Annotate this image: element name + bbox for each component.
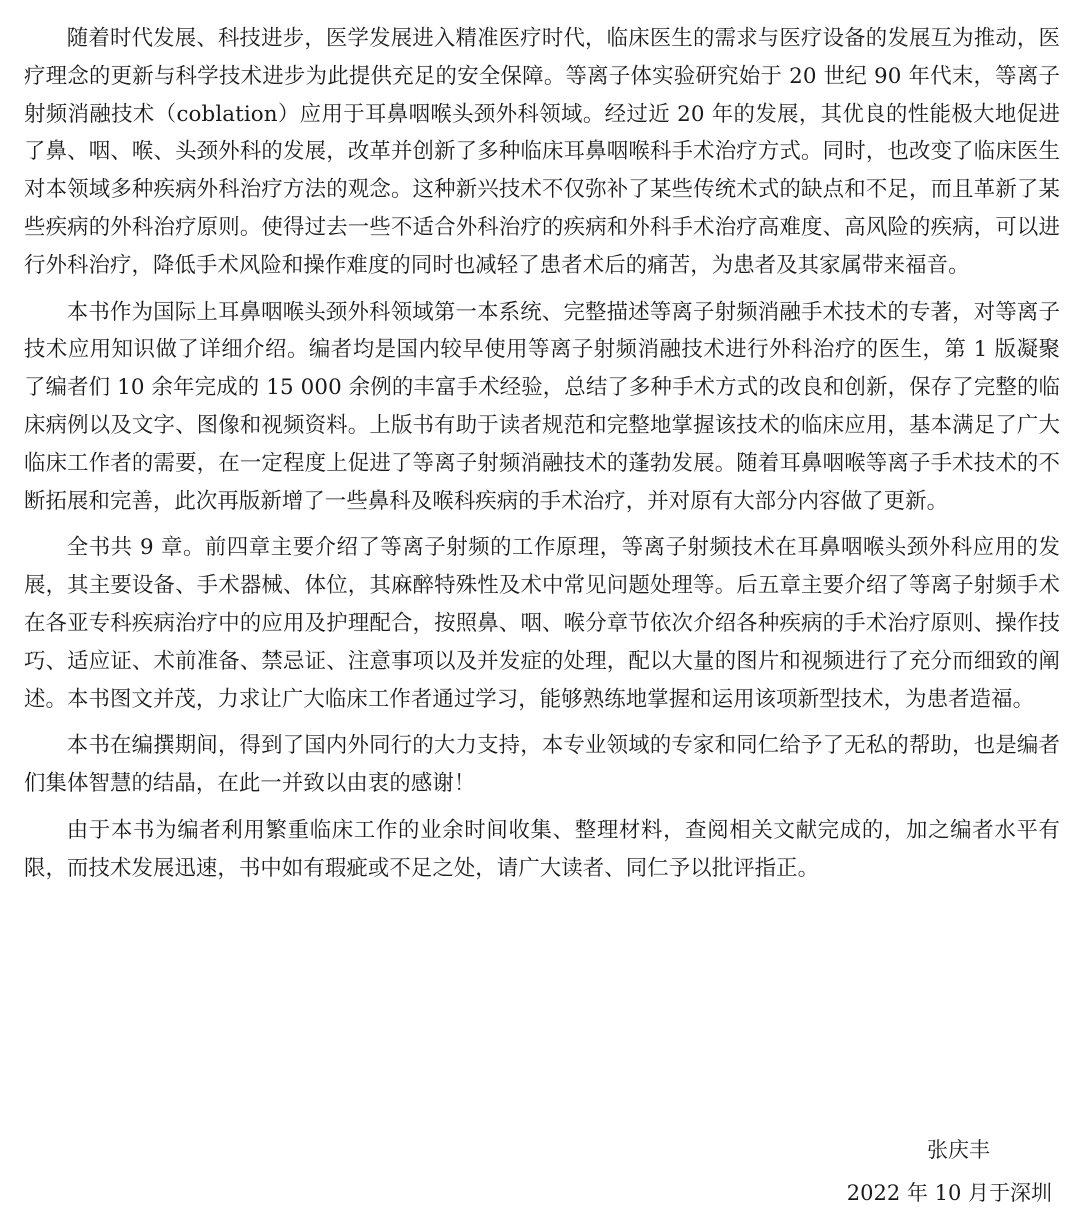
paragraph-1: 随着时代发展、科技进步，医学发展进入精准医疗时代，临床医生的需求与医疗设备的发展互为推动，医疗理念的更新与科学技术进步为此提供充足的安全保障。等离子体实验研究始于 20 世纪 90 年代末，等离子射频消融技术（coblation）应用于耳鼻咽喉头颈外科领域。经过近 20 年的发展，其优良的性能极大地促进了鼻、咽、喉、头颈外科的发展，改革并创新了多种临床耳鼻咽喉科手术治疗方式。同时，也改变了临床医生对本领域多种疾病外科治疗方法的观念。这种新兴技术不仅弥补了某些传统术式的缺点和不足，而且革新了某些疾病的外科治疗原则。使得过去一些不适合外科治疗的疾病和外科手术治疗高难度、高风险的疾病，可以进行外科治疗，降低手术风险和操作难度的同时也减轻了患者术后的痛苦，为患者及其家属带来福音。 [24,26,1060,278]
paragraph-2: 本书作为国际上耳鼻咽喉头颈外科领域第一本系统、完整描述等离子射频消融手术技术的专著，对等离子技术应用知识做了详细介绍。编者均是国内较早使用等离子射频消融技术进行外科治疗的医生，第 1 版凝聚了编者们 10 余年完成的 15 000 余例的丰富手术经验，总结了多种手术方式的改良和创新，保存了完整的临床病例以及文字、图像和视频资料。上版书有助于读者规范和完整地掌握该技术的临床应用，基本满足了广大临床工作者的需要，在一定程度上促进了等离子射频消融技术的蓬勃发展。随着耳鼻咽喉等离子手术技术的不断拓展和完善，此次再版新增了一些鼻科及喉科疾病的手术治疗，并对原有大部分内容做了更新。 [24,299,1060,514]
paragraph-3: 全书共 9 章。前四章主要介绍了等离子射频的工作原理，等离子射频技术在耳鼻咽喉头颈外科应用的发展，其主要设备、手术器械、体位，其麻醉特殊性及术中常见问题处理等。后五章主要介绍了等离子射频手术在各亚专科疾病治疗中的应用及护理配合，按照鼻、咽、喉分章节依次介绍各种疾病的手术治疗原则、操作技巧、适应证、术前准备、禁忌证、注意事项以及并发症的处理，配以大量的图片和视频进行了充分而细致的阐述。本书图文并茂，力求让广大临床工作者通过学习，能够熟练地掌握和运用该项新型技术，为患者造福。 [24,535,1060,712]
author-name: 张庆丰 [927,1138,990,1162]
signature-date: 2022 年 10 月于深圳 [846,1181,1052,1205]
preface-page [24,20,1060,1210]
paragraph-5: 由于本书为编者利用繁重临床工作的业余时间收集、整理材料，查阅相关文献完成的，加之编者水平有限，而技术发展迅速，书中如有瑕疵或不足之处，请广大读者、同仁予以批评指正。 [24,817,1060,881]
paragraph-4: 本书在编撰期间，得到了国内外同行的大力支持，本专业领域的专家和同仁给予了无私的帮助，也是编者们集体智慧的结晶，在此一并致以由衷的感谢！ [24,733,1060,797]
